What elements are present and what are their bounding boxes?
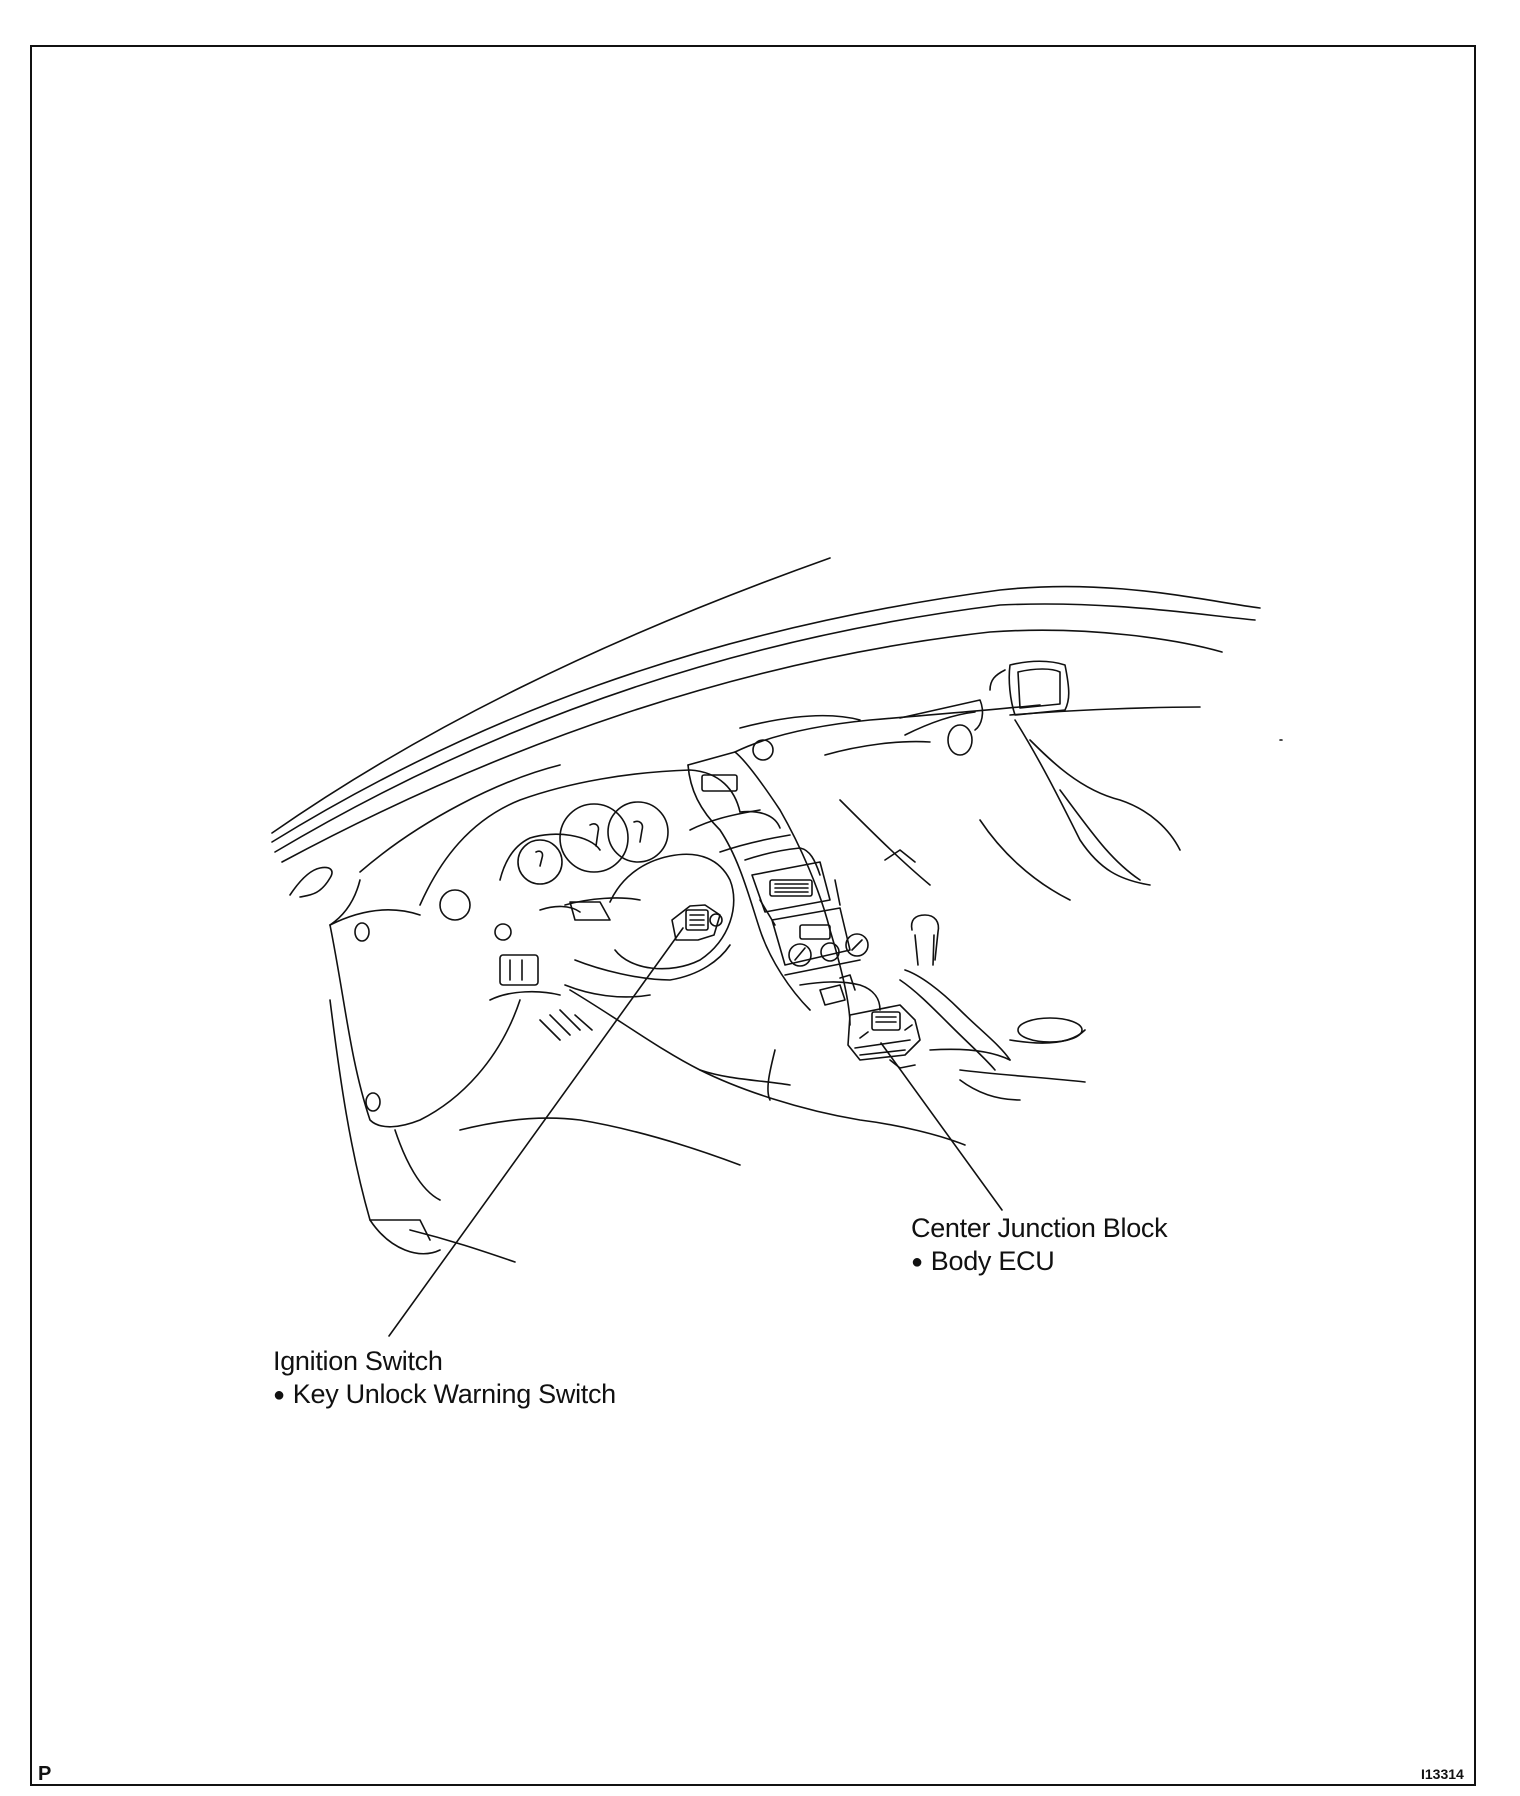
windshield-lines [272,558,1260,862]
ignition-switch-callout [273,1345,616,1414]
passenger-dash [735,661,1282,900]
page-letter: P [38,1763,52,1785]
key-unlock-warning-switch-label: ● Key Unlock Warning Switch [273,1378,616,1414]
center-junction-block-part [848,1005,920,1068]
ignition-switch-part [672,905,722,940]
left-switch-panel [490,955,592,1040]
center-stack [688,752,880,1025]
body-ecu-label: ● Body ECU [911,1245,1167,1281]
steering-column [565,810,790,997]
center-junction-block-label: Center Junction Block [911,1213,1168,1243]
floor-lines [460,990,1020,1165]
ignition-switch-label: Ignition Switch [273,1346,443,1376]
figure-id: I13314 [1421,1766,1464,1782]
gear-shifter [900,915,1085,1082]
center-junction-block-callout [911,1212,1167,1281]
dash-left-cap [330,910,520,1262]
